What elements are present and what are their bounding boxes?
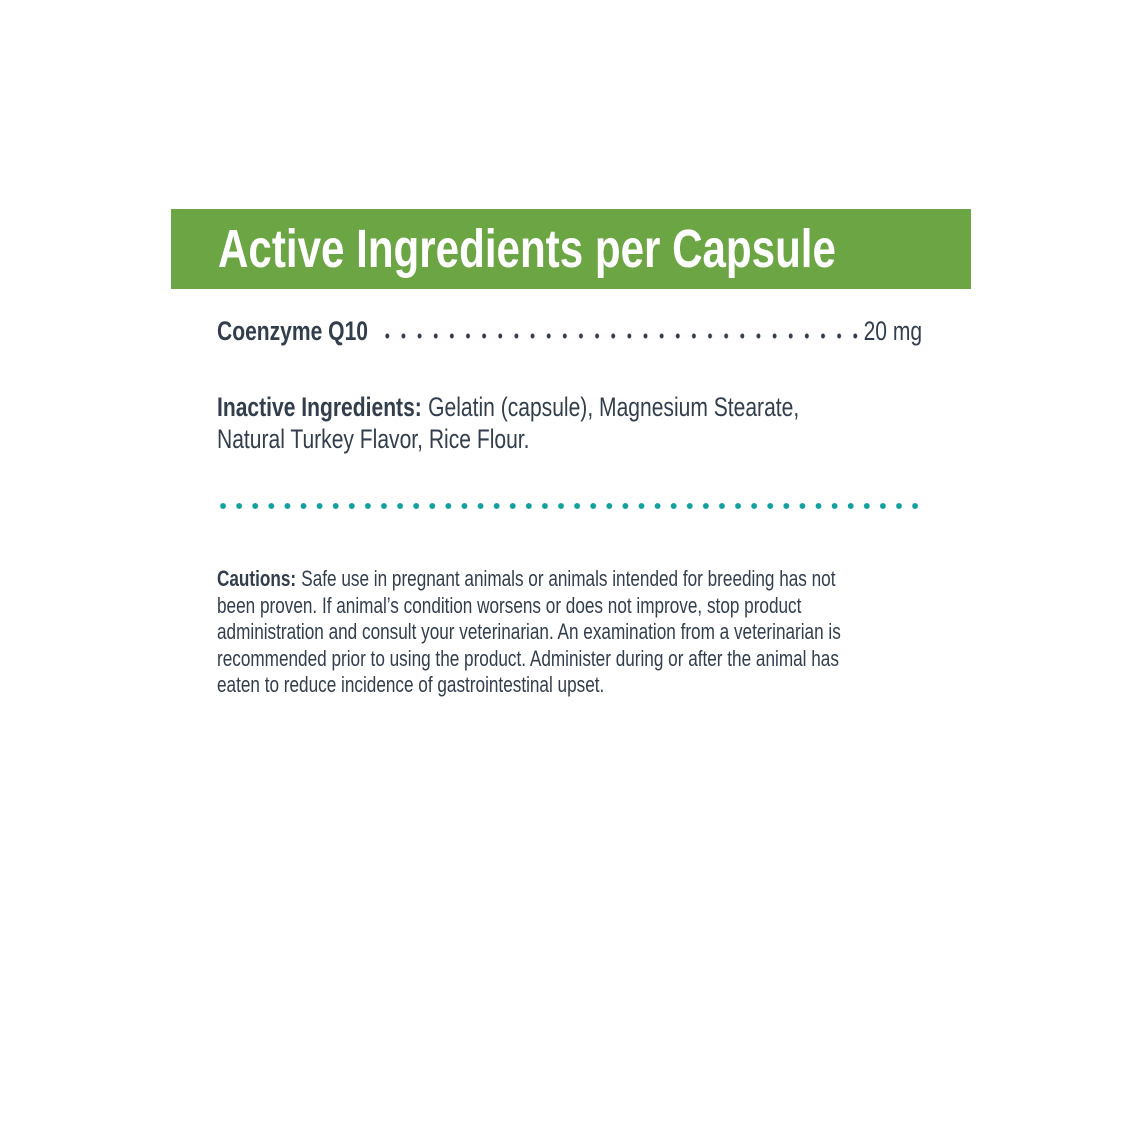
dot-leader [376,315,859,347]
ingredient-row [217,315,922,347]
active-ingredients-banner [171,209,971,289]
cautions-label: Cautions: [217,566,297,591]
cautions-line [217,566,841,593]
inactive-ingredients-label: Inactive Ingredients: [217,392,422,422]
inactive-ingredients-text: Gelatin (capsule), Magnesium Stearate, [428,392,800,422]
cautions-text: Safe use in pregnant animals or animals intended for breeding has not [301,566,836,591]
inactive-ingredients-line [217,391,799,423]
dotted-divider [215,500,923,512]
cautions-line: eaten to reduce incidence of gastrointestinal upset. [217,672,605,697]
ingredient-name: Coenzyme Q10 [217,316,368,346]
inactive-ingredients-line: Natural Turkey Flavor, Rice Flour. [217,424,530,454]
banner-title: Active Ingredients per Capsule [218,219,836,279]
inactive-ingredients-section [217,391,799,455]
cautions-line: administration and consult your veterinarian. An examination from a veterinarian is [217,619,841,644]
ingredient-amount: 20 mg [863,316,923,346]
cautions-line: been proven. If animal’s condition worsens or does not improve, stop product [217,592,802,618]
cautions-section [217,566,841,699]
cautions-line: recommended prior to using the product. Administer during or after the animal has [217,645,839,671]
